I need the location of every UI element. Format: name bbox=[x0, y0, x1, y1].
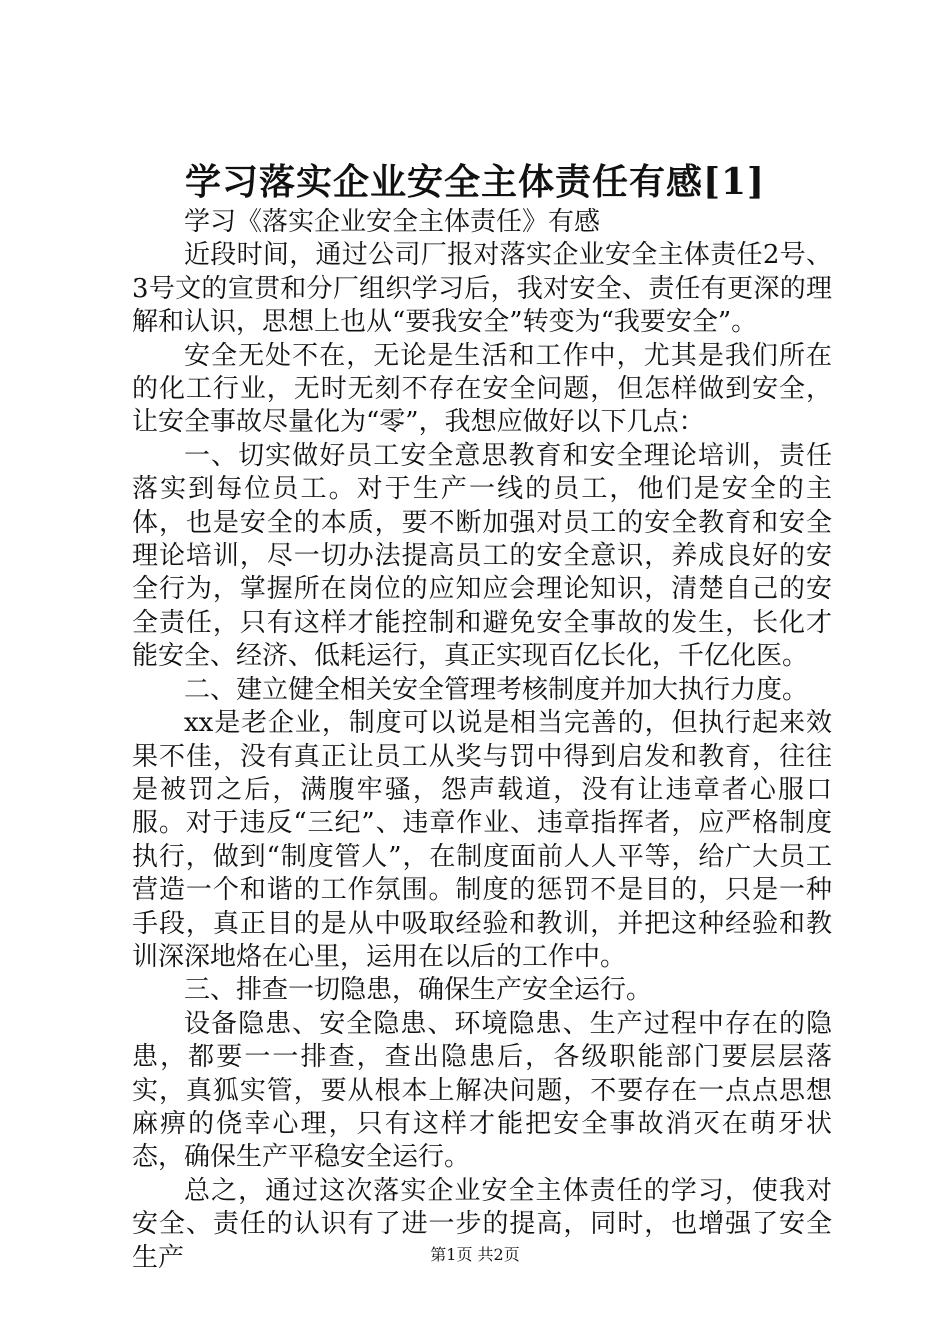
paragraph: xx是老企业，制度可以说是相当完善的，但执行起来效果不佳，没有真正让员工从奖与罚中得到启发和教育，往往是被罚之后，满腹牢骚，怨声载道，没有让违章者心服口服。对于违反“三纪”、违章作业、违章指挥者，应严格制度执行，做到“制度管人”，在制度面前人人平等，给广大员工营造一个和谐的工作氛围。制度的惩罚不是目的，只是一种手段，真正目的是从中吸取经验和教训，并把这种经验和教训深深地烙在心里，运用在以后的工作中。 bbox=[132, 708, 832, 972]
page-number-footer: 第1页 共2页 bbox=[430, 1245, 520, 1264]
document-title: 学习落实企业安全主体责任有感[1] bbox=[184, 161, 766, 203]
paragraph-subtitle: 学习《落实企业安全主体责任》有感 bbox=[184, 207, 601, 237]
document-body bbox=[132, 206, 832, 1275]
paragraph: 一、切实做好员工安全意思教育和安全理论培训，责任落实到每位员工。对于生产一线的员工，他们是安全的主体，也是安全的本质，要不断加强对员工的安全教育和安全理论培训，尽一切办法提高员工的安全意识，养成良好的安全行为，掌握所在岗位的应知应会理论知识，清楚自己的安全责任，只有这样才能控制和避免安全事故的发生，长化才能安全、经济、低耗运行，真正实现百亿长化，千亿化医。 bbox=[132, 440, 832, 672]
paragraph: 设备隐患、安全隐患、环境隐患、生产过程中存在的隐患，都要一一排查，查出隐患后，各级职能部门要层层落实，真狐实管，要从根本上解决问题，不要存在一点点思想麻痹的侥幸心理，只有这样才能把安全事故消灭在萌牙状态，确保生产平稳安全运行。 bbox=[132, 1008, 832, 1173]
paragraph: 总之，通过这次落实企业安全主体责任的学习，使我对安全、责任的认识有了进一步的提高，同时，也增强了安全生产 bbox=[132, 1175, 832, 1273]
paragraph: 安全无处不在，无论是生活和工作中，尤其是我们所在的化工行业，无时无刻不存在安全问题，但怎样做到安全，让安全事故尽量化为“零”，我想应做好以下几点： bbox=[132, 340, 832, 438]
section-heading: 三、排查一切隐患，确保生产安全运行。 bbox=[184, 975, 653, 1006]
paragraph: 近段时间，通过公司厂报对落实企业安全主体责任2号、3号文的宣贯和分厂组织学习后，我对安全、责任有更深的理解和认识，思想上也从“要我安全”转变为“我要安全”。 bbox=[132, 240, 832, 338]
section-heading: 二、建立健全相关安全管理考核制度并加大执行力度。 bbox=[184, 674, 809, 705]
